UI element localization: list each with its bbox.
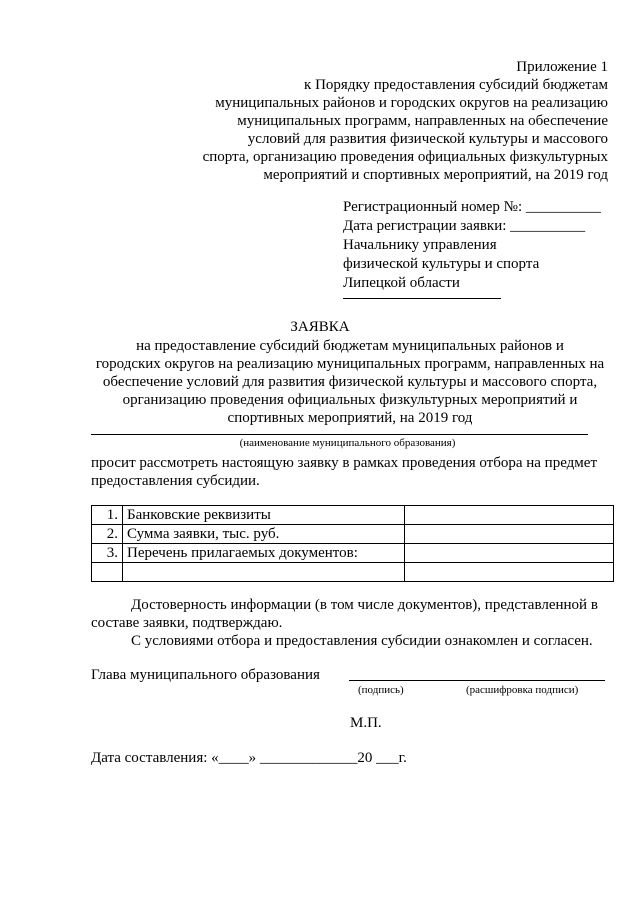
table-row [92,544,614,563]
appendix-line: мероприятий и спортивных мероприятий, на 2019 год [263,167,608,183]
head-label: Глава муниципального образования [91,667,320,683]
row-label [123,563,405,582]
subtitle-line: городских округов на реализацию муниципальных программ, направленных на [95,356,605,372]
subtitle-line: организацию проведения официальных физкультурных мероприятий и [122,392,578,408]
reg-number: Регистрационный номер №: __________ [343,199,601,215]
stamp-label: М.П. [350,715,382,731]
addressee-signature-line [343,298,501,299]
row-number: 1. [92,506,123,525]
signature-caption: (подпись) [358,684,404,696]
confirmation-line: С условиями отбора и предоставления субсидии ознакомлен и согласен. [131,633,593,649]
appendix-line: спорта, организацию проведения официальных физкультурных [202,149,608,165]
registration-block [343,198,601,293]
appendix-line: муниципальных районов и городских округов на реализацию [215,95,608,111]
subtitle-line: спортивных мероприятий, на 2019 год [227,410,473,426]
date-line: Дата составления: «____» _____________20 ___г. [91,750,407,766]
appendix-title: Приложение 1 [516,59,608,75]
row-label: Банковские реквизиты [123,506,405,525]
application-subtitle [90,337,610,427]
appendix-line: муниципальных программ, направленных на обеспечение [237,113,608,129]
confirmation-line: Достоверность информации (в том числе документов), представленной в [131,597,598,613]
addressee-line: Липецкой области [343,275,460,291]
appendix-line: к Порядку предоставления субсидий бюджетам [304,77,608,93]
row-number: 3. [92,544,123,563]
appendix-header [203,58,608,184]
table-row [92,563,614,582]
addressee-line: физической культуры и спорта [343,256,540,272]
row-value[interactable] [405,506,614,525]
row-label: Перечень прилагаемых документов: [123,544,405,563]
subtitle-line: на предоставление субсидий бюджетам муниципальных районов и [136,338,564,354]
appendix-line: условий для развития физической культуры и массового [247,131,608,147]
row-value[interactable] [405,563,614,582]
row-value[interactable] [405,525,614,544]
application-title: ЗАЯВКА [290,319,350,335]
requisites-table [91,505,614,582]
request-line: предоставления субсидии. [91,473,260,489]
municipality-line [91,434,588,435]
request-line: просит рассмотреть настоящую заявку в рамках проведения отбора на предмет [91,455,597,471]
row-number: 2. [92,525,123,544]
reg-date: Дата регистрации заявки: __________ [343,218,586,234]
municipality-caption: (наименование муниципального образования) [239,437,456,449]
confirmation-line: составе заявки, подтверждаю. [91,615,283,631]
subtitle-line: обеспечение условий для развития физической культуры и массового спорта, [102,374,598,390]
decode-caption: (расшифровка подписи) [466,684,579,696]
row-label: Сумма заявки, тыс. руб. [123,525,405,544]
table-row [92,506,614,525]
signature-line [349,680,605,681]
row-number [92,563,123,582]
row-value[interactable] [405,544,614,563]
addressee-line: Начальнику управления [343,237,497,253]
table-row [92,525,614,544]
